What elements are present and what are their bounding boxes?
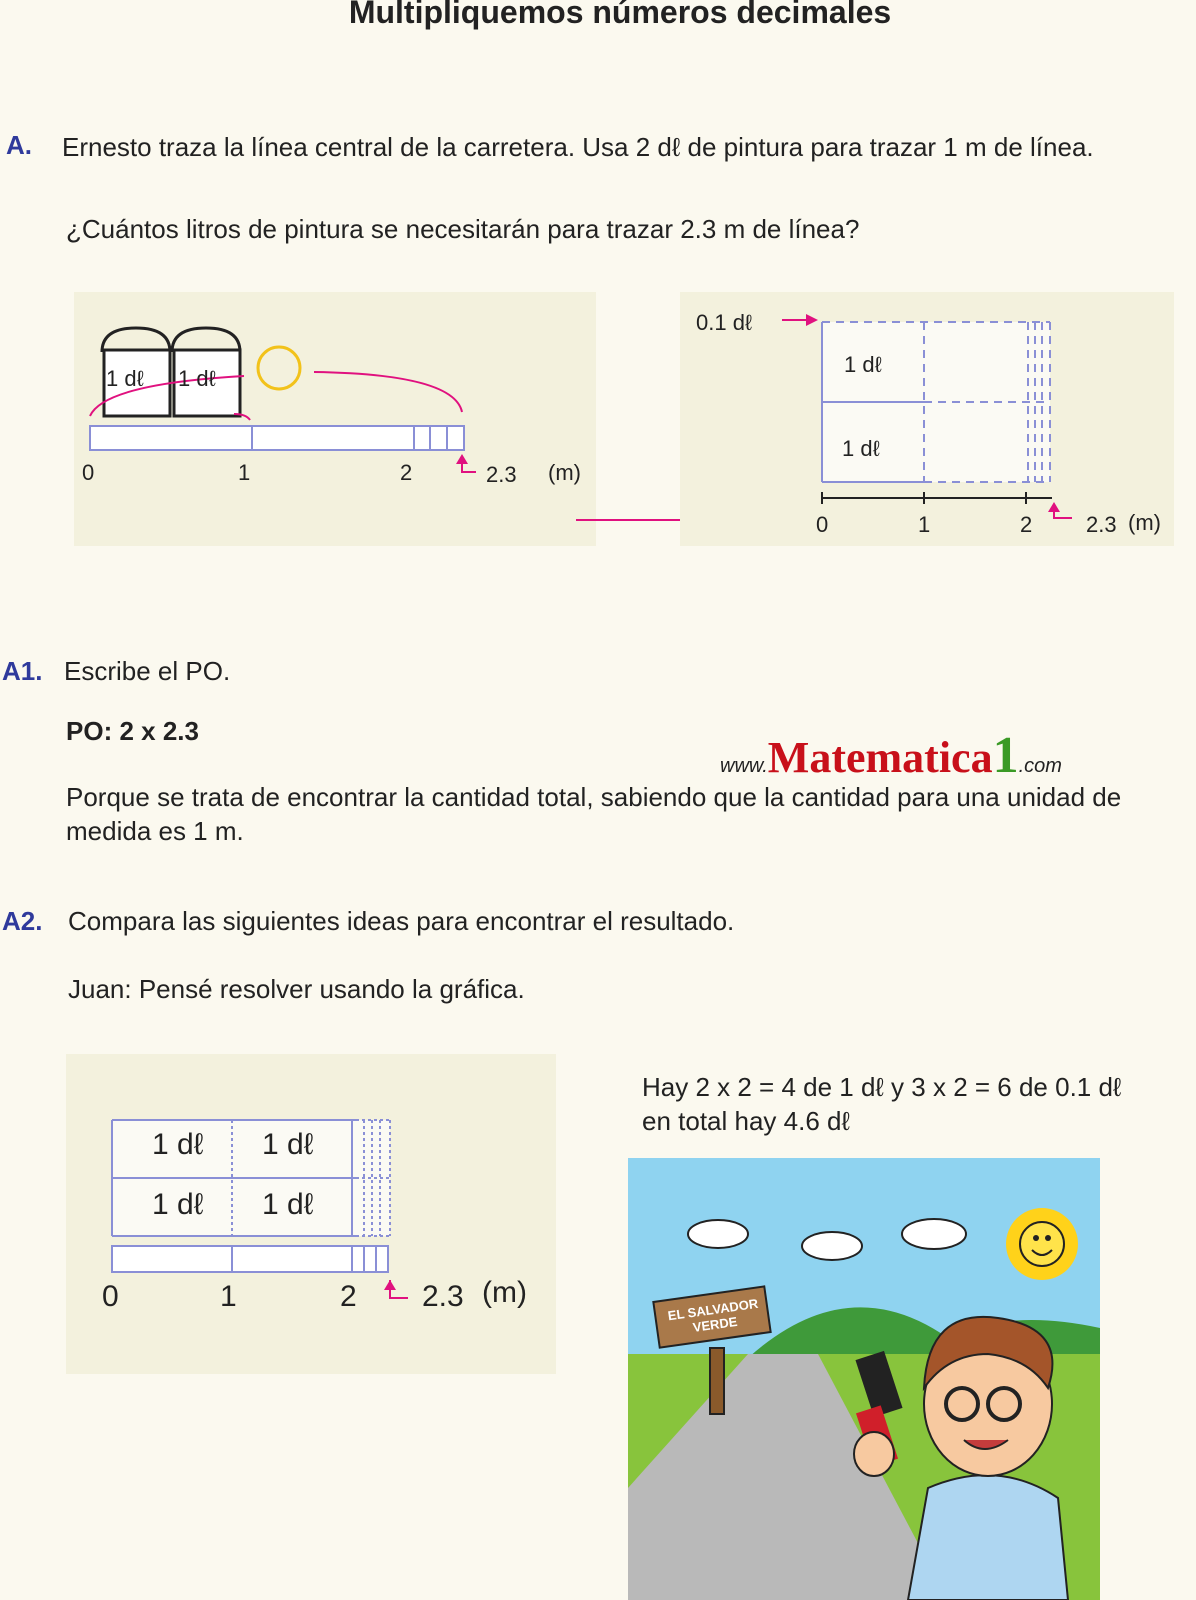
tick-label: 2	[400, 460, 413, 485]
cell-label: 1 dℓ	[844, 352, 882, 377]
section-a-label: A.	[6, 130, 32, 160]
cell-label: 1 dℓ	[152, 1128, 204, 1161]
sign-text: EL SALVADOR VERDE	[666, 1295, 760, 1335]
brand-prefix: www.	[720, 755, 768, 777]
brand-suffix: .com	[1018, 755, 1062, 777]
value-label: 2.3	[1086, 512, 1117, 537]
unit-label: (m)	[548, 460, 581, 485]
section-a-question: ¿Cuántos litros de pintura se necesitarán para trazar 2.3 m de línea?	[66, 214, 860, 244]
top-label: 0.1 dℓ	[696, 310, 753, 335]
section-a2-label: A2.	[2, 906, 43, 936]
tick-label: 1	[220, 1280, 237, 1313]
section-a1-explanation: Porque se trata de encontrar la cantidad total, sabiendo que la cantidad para una unidad de medida es 1 m.	[66, 782, 1122, 846]
diagram-left-svg	[74, 292, 596, 546]
cell-label: 1 dℓ	[262, 1128, 314, 1161]
explanation-line-2: en total hay 4.6 dℓ	[642, 1106, 850, 1136]
section-a1-label: A1.	[2, 656, 43, 686]
diagram-bottom-panel	[66, 1054, 556, 1374]
tick-label: 1	[918, 512, 931, 537]
length-bar	[112, 1246, 388, 1272]
tick-label: 2	[340, 1280, 357, 1313]
boy-painting-illustration	[628, 1158, 1100, 1600]
unit-label: (m)	[482, 1276, 527, 1309]
length-bar	[90, 426, 464, 450]
section-a2-text: Compara las siguientes ideas para encontrar el resultado.	[68, 906, 735, 936]
section-a-text: Ernesto traza la línea central de la carretera. Usa 2 dℓ de pintura para trazar 1 m de línea.	[62, 132, 1094, 162]
cell-label: 1 dℓ	[842, 436, 880, 461]
empty-circle-icon	[258, 347, 300, 389]
cell-label: 1 dℓ	[152, 1188, 204, 1221]
sun-icon	[1006, 1208, 1078, 1280]
cell-label: 1 dℓ	[262, 1188, 314, 1221]
brand-name: Matematica	[767, 733, 993, 782]
tick-label: 2	[1020, 512, 1033, 537]
page-title: Multipliquemos números decimales	[348, 0, 892, 30]
section-a1-text: Escribe el PO.	[64, 656, 231, 686]
tick-label: 0	[816, 512, 829, 537]
diagram-right-svg	[680, 292, 1174, 546]
po-expression: PO: 2 x 2.3	[66, 716, 199, 746]
illustration-svg	[628, 1158, 1100, 1600]
explanation-line-1: Hay 2 x 2 = 4 de 1 dℓ y 3 x 2 = 6 de 0.1 dℓ	[642, 1072, 1122, 1102]
juan-text: Juan: Pensé resolver usando la gráfica.	[68, 974, 525, 1004]
arc-line	[314, 372, 462, 412]
brand-digit: 1	[992, 727, 1019, 784]
diagram-left-panel	[74, 292, 596, 546]
unit-label: (m)	[1128, 510, 1161, 535]
can-label: 1 dℓ	[106, 366, 144, 391]
tick-label: 1	[238, 460, 251, 485]
tick-label: 0	[82, 460, 95, 485]
arrow-icon	[806, 314, 818, 326]
can-label: 1 dℓ	[178, 366, 216, 391]
tick-label: 0	[102, 1280, 119, 1313]
value-label: 2.3	[422, 1280, 464, 1313]
brand-logo	[720, 726, 1062, 785]
value-label: 2.3	[486, 462, 517, 487]
diagram-right-panel	[680, 292, 1174, 546]
